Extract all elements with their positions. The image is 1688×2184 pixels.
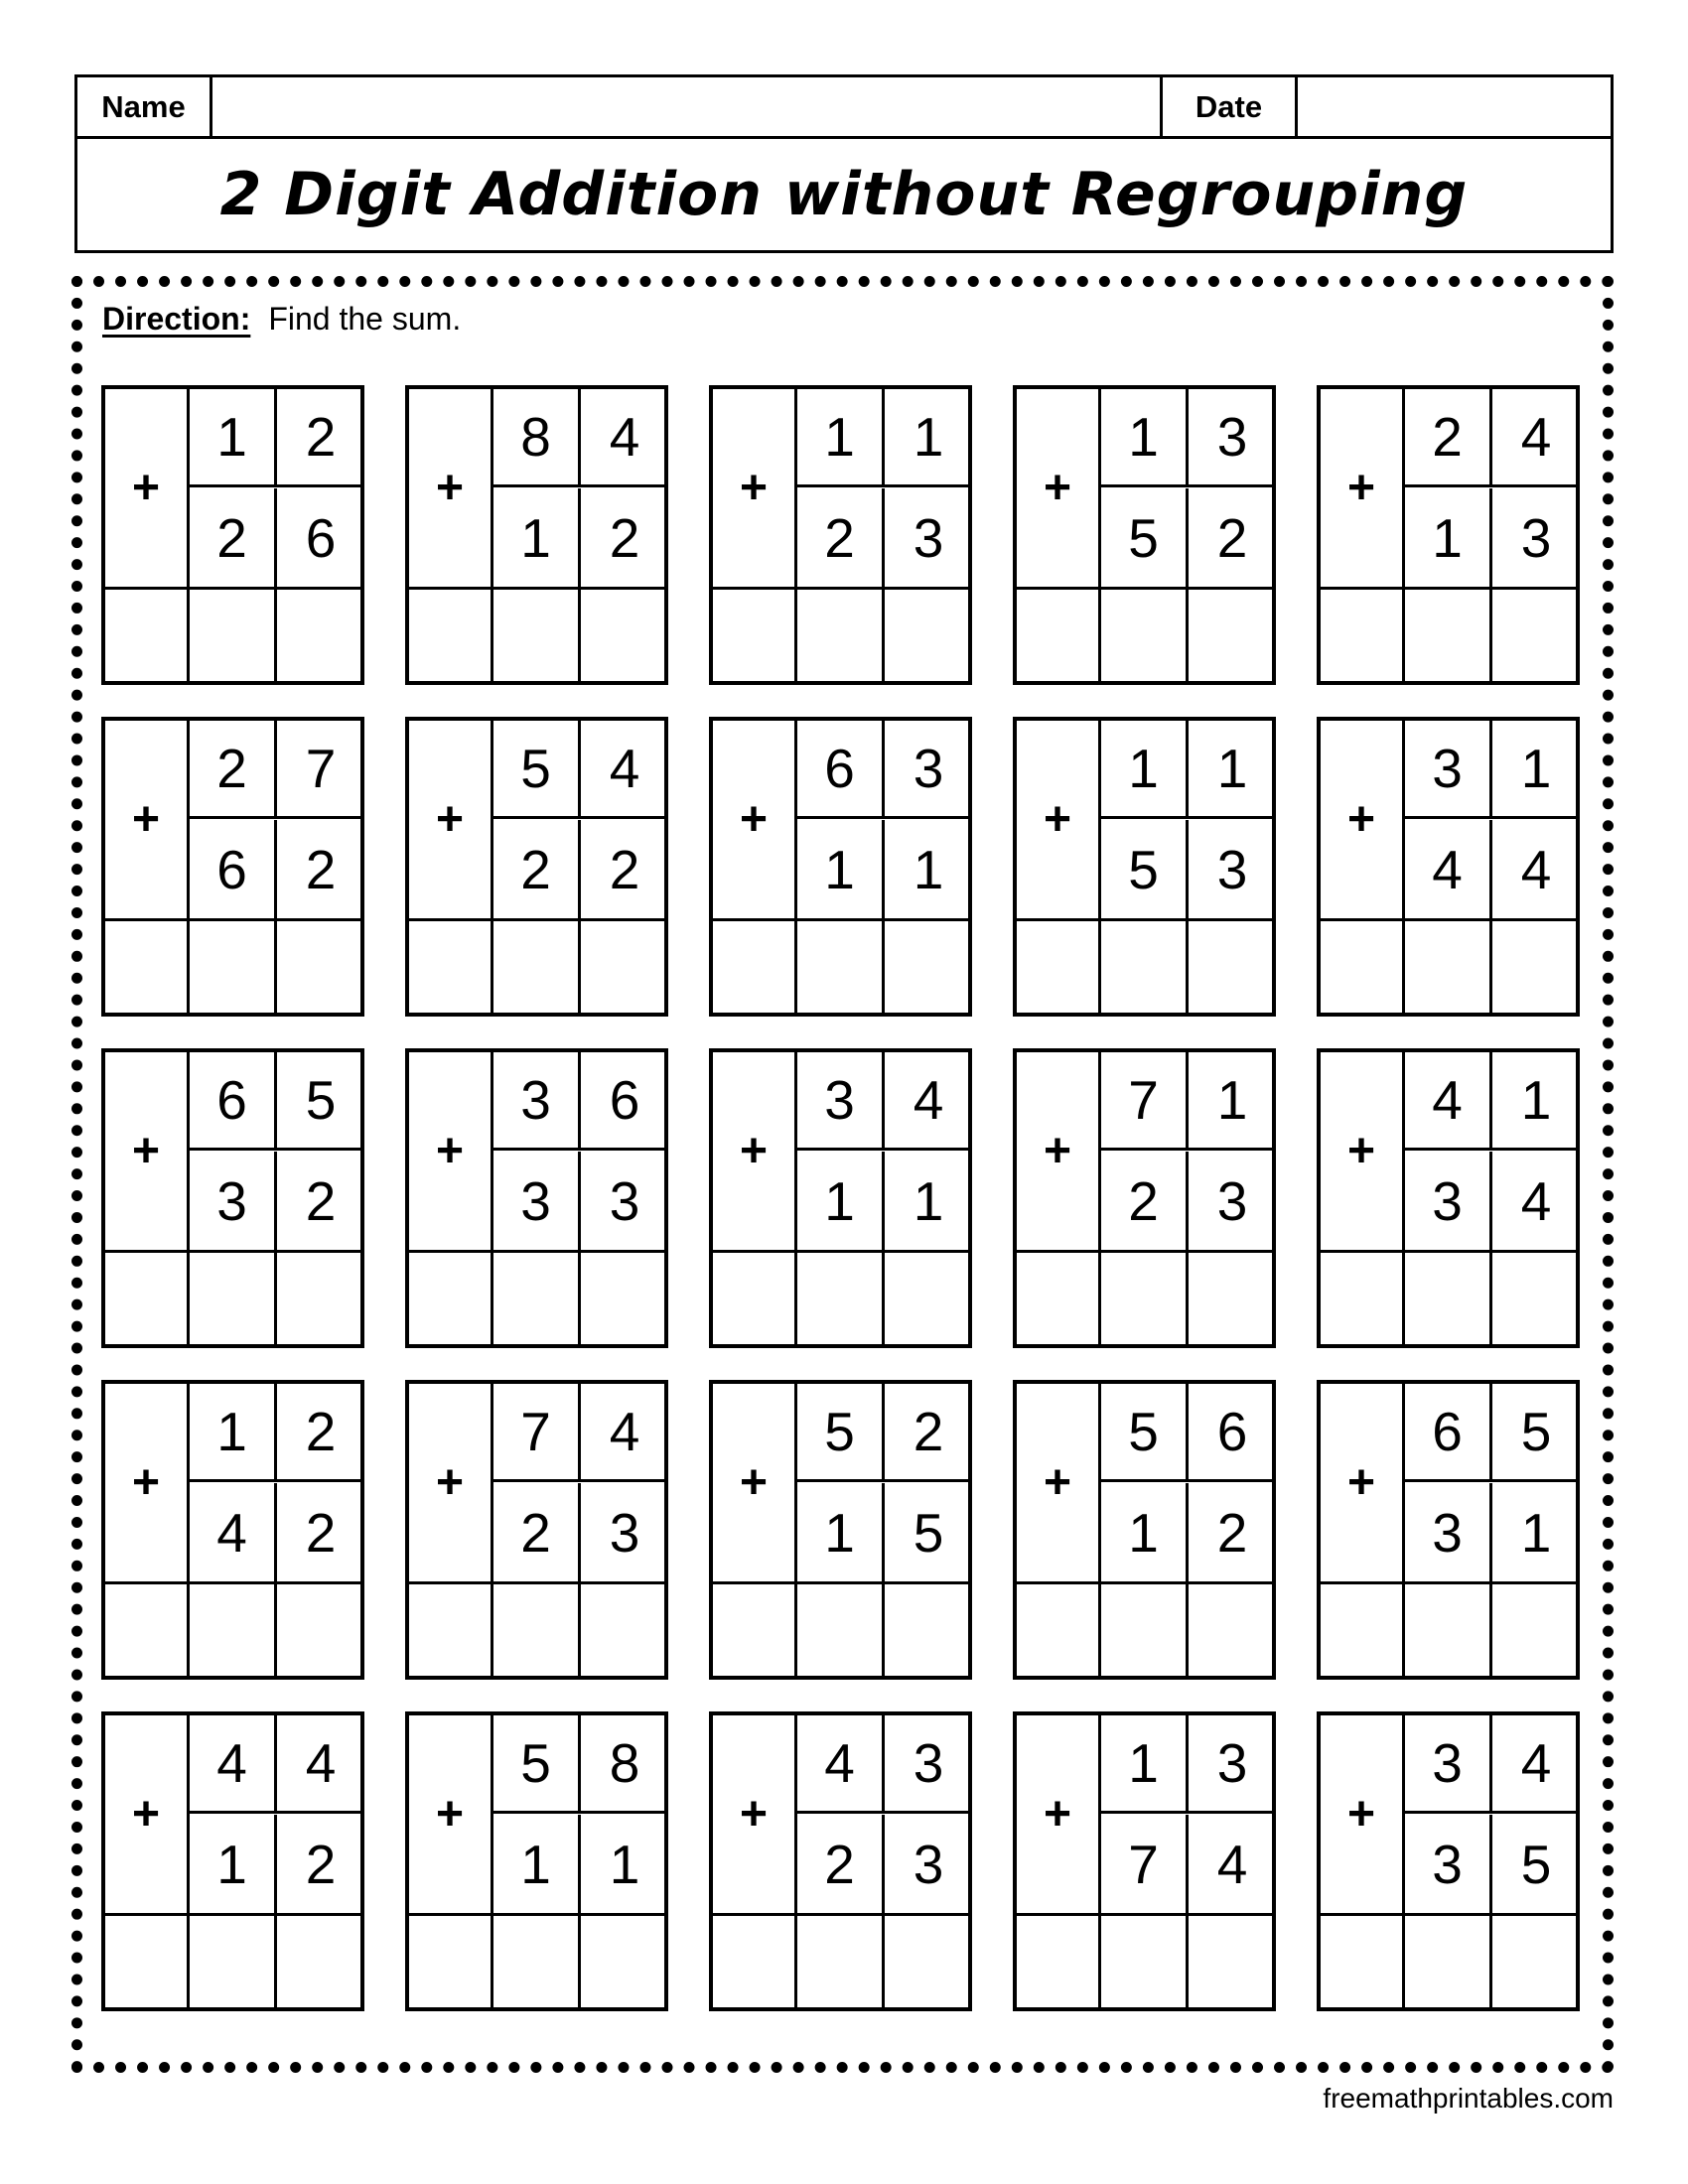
bottom-tens-digit: 3 (190, 1152, 277, 1250)
top-tens-digit: 1 (1101, 389, 1189, 487)
answer-blank-hundreds[interactable] (1017, 1581, 1101, 1676)
answer-blank-ones[interactable] (1189, 918, 1272, 1013)
bottom-tens-digit: 3 (1405, 1483, 1492, 1581)
addition-problem (1013, 1711, 1276, 2011)
answer-blank-hundreds[interactable] (1321, 1913, 1405, 2007)
answer-blank-tens[interactable] (797, 1250, 885, 1344)
answer-blank-tens[interactable] (493, 587, 581, 681)
top-tens-digit: 3 (797, 1052, 885, 1151)
plus-sign: + (1321, 1384, 1405, 1581)
plus-sign: + (713, 1715, 797, 1913)
bottom-tens-digit: 5 (1101, 488, 1189, 587)
top-tens-digit: 3 (493, 1052, 581, 1151)
answer-blank-tens[interactable] (190, 1913, 277, 2007)
bottom-ones-digit: 3 (609, 1169, 640, 1232)
top-tens-digit: 4 (1405, 1052, 1492, 1151)
answer-blank-ones[interactable] (581, 1250, 664, 1344)
top-tens-digit: 1 (190, 389, 277, 487)
top-tens-digit: 4 (190, 1715, 277, 1814)
bottom-ones-digit: 4 (1216, 1833, 1248, 1895)
top-tens-digit: 2 (1405, 389, 1492, 487)
addition-problem (1013, 717, 1276, 1017)
answer-blank-tens[interactable] (1101, 1581, 1189, 1676)
answer-blank-tens[interactable] (493, 1250, 581, 1344)
bottom-ones-digit: 1 (913, 838, 944, 900)
top-ones-digit: 3 (1189, 1715, 1276, 1814)
answer-blank-ones[interactable] (1492, 1250, 1576, 1344)
top-ones-digit: 2 (885, 1384, 972, 1482)
bottom-tens-digit: 2 (797, 488, 885, 587)
plus-sign: + (409, 721, 493, 918)
answer-blank-tens[interactable] (1101, 1250, 1189, 1344)
addition-problem (709, 717, 972, 1017)
bottom-ones-digit: 3 (913, 1833, 944, 1895)
plus-sign: + (713, 1052, 797, 1250)
top-tens-digit: 5 (493, 1715, 581, 1814)
addition-problem (709, 1048, 972, 1348)
top-ones-digit: 6 (1189, 1384, 1276, 1482)
answer-blank-tens[interactable] (797, 1581, 885, 1676)
answer-blank-hundreds[interactable] (409, 1250, 493, 1344)
bottom-tens-digit: 1 (797, 1483, 885, 1581)
answer-blank-tens[interactable] (1405, 1913, 1492, 2007)
bottom-tens-digit: 2 (1101, 1152, 1189, 1250)
bottom-ones-digit: 3 (1520, 506, 1552, 569)
addition-problem (405, 717, 668, 1017)
direction-text: Find the sum. (268, 301, 462, 337)
plus-sign: + (713, 721, 797, 918)
bottom-ones-digit: 2 (305, 1833, 337, 1895)
plus-sign: + (1321, 1052, 1405, 1250)
addition-problem (405, 1380, 668, 1680)
answer-blank-ones[interactable] (581, 587, 664, 681)
addition-problem (101, 1380, 364, 1680)
top-tens-digit: 2 (190, 721, 277, 819)
bottom-ones-digit: 6 (305, 506, 337, 569)
bottom-tens-digit: 3 (493, 1152, 581, 1250)
top-tens-digit: 3 (1405, 721, 1492, 819)
top-tens-digit: 1 (190, 1384, 277, 1482)
bottom-tens-digit: 1 (493, 488, 581, 587)
answer-blank-tens[interactable] (1405, 918, 1492, 1013)
bottom-tens-digit: 2 (797, 1815, 885, 1913)
addition-problem (1317, 1711, 1580, 2011)
bottom-ones-digit: 4 (1520, 1169, 1552, 1232)
answer-blank-hundreds[interactable] (713, 1581, 797, 1676)
addition-problem (101, 717, 364, 1017)
answer-blank-hundreds[interactable] (1017, 1250, 1101, 1344)
name-date-row (77, 77, 1611, 139)
answer-blank-hundreds[interactable] (1017, 918, 1101, 1013)
top-tens-digit: 7 (493, 1384, 581, 1482)
plus-sign: + (1017, 1384, 1101, 1581)
answer-blank-tens[interactable] (1101, 1913, 1189, 2007)
answer-blank-ones[interactable] (581, 918, 664, 1013)
bottom-tens-digit: 6 (190, 820, 277, 918)
answer-blank-hundreds[interactable] (409, 1581, 493, 1676)
answer-blank-ones[interactable] (1492, 587, 1576, 681)
addition-problem (1317, 1048, 1580, 1348)
bottom-tens-digit: 3 (1405, 1815, 1492, 1913)
answer-blank-tens[interactable] (190, 1250, 277, 1344)
name-label: Name (77, 77, 212, 136)
plus-sign: + (105, 721, 190, 918)
answer-blank-hundreds[interactable] (713, 1250, 797, 1344)
bottom-tens-digit: 4 (190, 1483, 277, 1581)
answer-blank-hundreds[interactable] (1321, 1250, 1405, 1344)
top-ones-digit: 4 (581, 389, 668, 487)
bottom-ones-digit: 3 (1216, 1169, 1248, 1232)
answer-blank-tens[interactable] (1405, 1581, 1492, 1676)
answer-blank-tens[interactable] (190, 1581, 277, 1676)
plus-sign: + (105, 1384, 190, 1581)
plus-sign: + (409, 389, 493, 587)
top-tens-digit: 5 (797, 1384, 885, 1482)
answer-blank-hundreds[interactable] (409, 918, 493, 1013)
top-ones-digit: 1 (1492, 1052, 1580, 1151)
answer-blank-ones[interactable] (277, 1250, 360, 1344)
bottom-tens-digit: 3 (1405, 1152, 1492, 1250)
bottom-ones-digit: 1 (609, 1833, 640, 1895)
top-ones-digit: 1 (1492, 721, 1580, 819)
top-tens-digit: 7 (1101, 1052, 1189, 1151)
bottom-tens-digit: 1 (797, 820, 885, 918)
top-ones-digit: 4 (885, 1052, 972, 1151)
top-ones-digit: 4 (1492, 1715, 1580, 1814)
plus-sign: + (1321, 389, 1405, 587)
top-tens-digit: 8 (493, 389, 581, 487)
top-tens-digit: 1 (1101, 1715, 1189, 1814)
top-tens-digit: 1 (1101, 721, 1189, 819)
addition-problem (709, 1711, 972, 2011)
bottom-ones-digit: 2 (1216, 1501, 1248, 1564)
answer-blank-ones[interactable] (885, 587, 968, 681)
bottom-ones-digit: 2 (305, 1169, 337, 1232)
bottom-tens-digit: 2 (190, 488, 277, 587)
answer-blank-hundreds[interactable] (713, 918, 797, 1013)
plus-sign: + (1017, 721, 1101, 918)
top-ones-digit: 4 (581, 1384, 668, 1482)
answer-blank-ones[interactable] (277, 918, 360, 1013)
worksheet-header (74, 74, 1614, 253)
plus-sign: + (1321, 1715, 1405, 1913)
addition-problem (709, 385, 972, 685)
top-ones-digit: 3 (885, 1715, 972, 1814)
answer-blank-ones[interactable] (1189, 587, 1272, 681)
addition-problem (101, 385, 364, 685)
top-ones-digit: 5 (277, 1052, 364, 1151)
answer-blank-tens[interactable] (1405, 1250, 1492, 1344)
answer-blank-hundreds[interactable] (1017, 1913, 1101, 2007)
bottom-ones-digit: 2 (1216, 506, 1248, 569)
answer-blank-tens[interactable] (493, 1581, 581, 1676)
top-ones-digit: 6 (581, 1052, 668, 1151)
answer-blank-hundreds[interactable] (1321, 1581, 1405, 1676)
bottom-ones-digit: 5 (913, 1501, 944, 1564)
bottom-tens-digit: 1 (797, 1152, 885, 1250)
plus-sign: + (105, 1052, 190, 1250)
answer-blank-tens[interactable] (797, 1913, 885, 2007)
top-tens-digit: 3 (1405, 1715, 1492, 1814)
top-ones-digit: 4 (581, 721, 668, 819)
answer-blank-tens[interactable] (797, 587, 885, 681)
answer-blank-ones[interactable] (885, 1913, 968, 2007)
answer-blank-tens[interactable] (493, 1913, 581, 2007)
bottom-ones-digit: 3 (609, 1501, 640, 1564)
addition-problem (1317, 717, 1580, 1017)
answer-blank-ones[interactable] (1492, 1913, 1576, 2007)
top-tens-digit: 6 (190, 1052, 277, 1151)
top-ones-digit: 7 (277, 721, 364, 819)
addition-problem (709, 1380, 972, 1680)
bottom-tens-digit: 2 (493, 1483, 581, 1581)
answer-blank-hundreds[interactable] (105, 1250, 190, 1344)
plus-sign: + (1017, 389, 1101, 587)
bottom-tens-digit: 7 (1101, 1815, 1189, 1913)
answer-blank-hundreds[interactable] (1321, 587, 1405, 681)
top-ones-digit: 4 (1492, 389, 1580, 487)
answer-blank-tens[interactable] (1101, 918, 1189, 1013)
bottom-ones-digit: 3 (1216, 838, 1248, 900)
bottom-ones-digit: 4 (1520, 838, 1552, 900)
answer-blank-ones[interactable] (581, 1581, 664, 1676)
addition-problem (1317, 1380, 1580, 1680)
bottom-ones-digit: 1 (913, 1169, 944, 1232)
addition-problem (405, 1048, 668, 1348)
bottom-tens-digit: 5 (1101, 820, 1189, 918)
answer-blank-hundreds[interactable] (713, 1913, 797, 2007)
top-tens-digit: 4 (797, 1715, 885, 1814)
top-tens-digit: 6 (797, 721, 885, 819)
answer-blank-hundreds[interactable] (409, 1913, 493, 2007)
bottom-tens-digit: 1 (1101, 1483, 1189, 1581)
addition-problem (1013, 1380, 1276, 1680)
addition-problem (1317, 385, 1580, 685)
bottom-tens-digit: 2 (493, 820, 581, 918)
top-ones-digit: 2 (277, 1384, 364, 1482)
date-label: Date (1163, 77, 1298, 136)
answer-blank-hundreds[interactable] (105, 587, 190, 681)
addition-problem (101, 1711, 364, 2011)
bottom-tens-digit: 4 (1405, 820, 1492, 918)
answer-blank-ones[interactable] (1189, 1250, 1272, 1344)
top-ones-digit: 1 (1189, 721, 1276, 819)
answer-blank-tens[interactable] (190, 918, 277, 1013)
answer-blank-tens[interactable] (1405, 587, 1492, 681)
answer-blank-hundreds[interactable] (1017, 587, 1101, 681)
top-tens-digit: 5 (1101, 1384, 1189, 1482)
top-ones-digit: 3 (885, 721, 972, 819)
top-tens-digit: 6 (1405, 1384, 1492, 1482)
bottom-ones-digit: 3 (913, 506, 944, 569)
answer-blank-ones[interactable] (1492, 1581, 1576, 1676)
answer-blank-hundreds[interactable] (105, 1913, 190, 2007)
plus-sign: + (105, 1715, 190, 1913)
answer-blank-ones[interactable] (885, 918, 968, 1013)
top-ones-digit: 2 (277, 389, 364, 487)
answer-blank-tens[interactable] (493, 918, 581, 1013)
name-field[interactable] (212, 77, 1163, 136)
answer-blank-ones[interactable] (1189, 1581, 1272, 1676)
plus-sign: + (1321, 721, 1405, 918)
top-ones-digit: 1 (1189, 1052, 1276, 1151)
plus-sign: + (409, 1715, 493, 1913)
top-tens-digit: 5 (493, 721, 581, 819)
answer-blank-ones[interactable] (885, 1250, 968, 1344)
plus-sign: + (409, 1384, 493, 1581)
answer-blank-hundreds[interactable] (409, 587, 493, 681)
bottom-ones-digit: 5 (1520, 1833, 1552, 1895)
worksheet-title: 2 Digit Addition without Regrouping (219, 160, 1469, 229)
answer-blank-tens[interactable] (190, 587, 277, 681)
bottom-tens-digit: 1 (1405, 488, 1492, 587)
top-ones-digit: 1 (885, 389, 972, 487)
answer-blank-hundreds[interactable] (105, 1581, 190, 1676)
addition-problem (405, 385, 668, 685)
answer-blank-hundreds[interactable] (105, 918, 190, 1013)
answer-blank-tens[interactable] (797, 918, 885, 1013)
answer-blank-ones[interactable] (1189, 1913, 1272, 2007)
addition-problem (1013, 385, 1276, 685)
bottom-ones-digit: 2 (609, 506, 640, 569)
answer-blank-ones[interactable] (1492, 918, 1576, 1013)
bottom-ones-digit: 2 (609, 838, 640, 900)
answer-blank-tens[interactable] (1101, 587, 1189, 681)
addition-problem (1013, 1048, 1276, 1348)
bottom-tens-digit: 1 (190, 1815, 277, 1913)
answer-blank-ones[interactable] (581, 1913, 664, 2007)
bottom-ones-digit: 2 (305, 1501, 337, 1564)
plus-sign: + (1017, 1052, 1101, 1250)
plus-sign: + (105, 389, 190, 587)
direction-label: Direction: (102, 301, 251, 337)
top-ones-digit: 4 (277, 1715, 364, 1814)
plus-sign: + (713, 1384, 797, 1581)
top-ones-digit: 5 (1492, 1384, 1580, 1482)
plus-sign: + (1017, 1715, 1101, 1913)
bottom-ones-digit: 2 (305, 838, 337, 900)
bottom-tens-digit: 1 (493, 1815, 581, 1913)
answer-blank-ones[interactable] (277, 1581, 360, 1676)
date-field[interactable] (1298, 77, 1611, 136)
footer-credit: freemathprintables.com (1323, 2083, 1614, 2114)
bottom-ones-digit: 1 (1520, 1501, 1552, 1564)
answer-blank-ones[interactable] (885, 1581, 968, 1676)
addition-problem (405, 1711, 668, 2011)
direction (102, 301, 461, 338)
top-ones-digit: 3 (1189, 389, 1276, 487)
answer-blank-hundreds[interactable] (713, 587, 797, 681)
answer-blank-ones[interactable] (277, 1913, 360, 2007)
addition-problem (101, 1048, 364, 1348)
top-tens-digit: 1 (797, 389, 885, 487)
plus-sign: + (409, 1052, 493, 1250)
answer-blank-hundreds[interactable] (1321, 918, 1405, 1013)
plus-sign: + (713, 389, 797, 587)
top-ones-digit: 8 (581, 1715, 668, 1814)
answer-blank-ones[interactable] (277, 587, 360, 681)
